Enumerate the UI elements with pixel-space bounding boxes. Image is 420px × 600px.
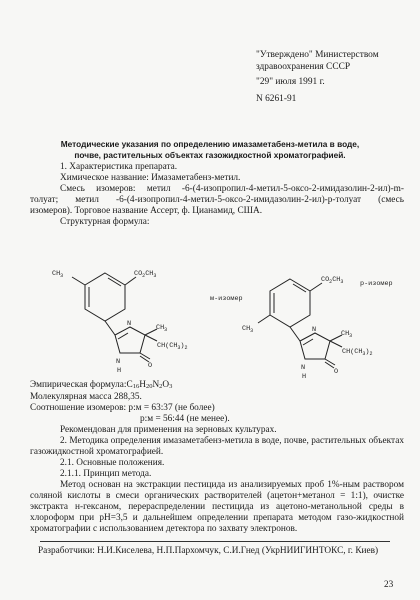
carbonyl-bond-m (140, 353, 150, 359)
empirical-formula-value: C16H20N2O3 (126, 380, 173, 390)
ester-bond-m (125, 277, 136, 285)
structure-drawing (30, 255, 404, 380)
n-label-m: N (127, 320, 132, 328)
methyl-label-p2: $CH_3$ (341, 330, 353, 339)
carbonyl-double-p (325, 362, 334, 368)
method-principle: Метод основан на экстракции пестицида из анализируемых проб 1%-ным раствором соляной кислоты в смеси органических растворителей (ацетон+метанол = 1:1), очистке экстракта н-гексаном, перераспределении пестицида из ацетоно-метанольной среды в хлороформ при pH=3,5 и дальнейшем определении препарата методом газо-жидкостной хроматографии с использованием детектора по захвату электронов. (30, 480, 404, 534)
section-1-heading: 1. Характеристика препарата. (60, 162, 178, 172)
ester-bond-p (310, 283, 322, 291)
approval-number: N 6261-91 (256, 93, 297, 104)
empirical-formula-label: Эмпирическая формула: (30, 380, 127, 390)
approval-line-2: здравоохранения СССР (256, 61, 351, 72)
isomer-ratio-min: р:м = 56:44 (не менее). (140, 414, 230, 424)
carbonyl-bond-p (325, 359, 335, 365)
section-2-heading: 2. Методика определения имазаметабенз-метила в воде, почве, растительных объектах газожидкостной хроматографией. (30, 436, 404, 457)
developers: Разработчики: Н.И.Киселева, Н.П.Пархомчук, С.И.Гнед (УкрНИИГИНТОКС, г. Киев) (38, 546, 379, 556)
h-label-m: H (117, 367, 122, 375)
ester-label-m: $CO_2CH_3$ (134, 270, 157, 279)
imidazolinone-ring-m (115, 327, 145, 353)
p-isomer-label: р-изомер (360, 280, 393, 288)
section-1 (30, 162, 404, 228)
imidazolinone-ring-p (300, 333, 330, 359)
structural-formulas (30, 255, 404, 380)
methyl-label-m2: $CH_3$ (156, 324, 168, 333)
methyl-bond-m (72, 277, 85, 285)
benzene-ring-p (270, 279, 310, 327)
approval-date: "29" июля 1991 г. (256, 77, 325, 87)
methyl-bond-p (258, 315, 270, 323)
ring-link-bond-p (290, 327, 300, 341)
molar-mass: Молекулярная масса 288,35. (30, 392, 142, 402)
recommendation: Рекомендован для применения на зерновых культурах. (60, 425, 277, 435)
h-label-p: H (302, 373, 307, 380)
section-2-1-1: 2.1.1. Принцип метода. (60, 469, 152, 479)
structural-formula-label: Структурная формула: (60, 217, 150, 227)
isopropyl-label-p: $CH(CH_3)_2$ (342, 348, 373, 357)
oxygen-label-p: O (334, 368, 339, 376)
ester-label-p: $CO_2CH_3$ (321, 276, 344, 285)
properties-block (30, 380, 404, 535)
ring-link-bond-m (105, 321, 115, 335)
isopropyl-bond-p (330, 341, 342, 347)
isopropyl-bond-m (145, 335, 157, 341)
nh-label-m: N (116, 358, 121, 366)
chemical-name: Химическое название: Имазаметабенз-метил. (60, 173, 241, 183)
document-title: Методические указания по определению имазаметабенз-метила в воде, почве, растительных объектах газожидкостной хроматографией. (60, 139, 360, 160)
nh-label-p: N (301, 364, 306, 372)
oxygen-label-m: O (148, 362, 153, 370)
cn-double-bond-m (118, 333, 128, 339)
section-2-1: 2.1. Основные положения. (60, 458, 165, 468)
methyl-label-m: $CH_3$ (52, 270, 64, 279)
n-label-p: N (312, 326, 317, 334)
empirical-formula (30, 380, 404, 392)
approval-block (256, 50, 416, 105)
methyl-label-p: $CH_3$ (242, 325, 254, 334)
isomer-ratio-max: Соотношение изомеров: р:м = 63:37 (не более) (30, 403, 215, 413)
isomer-mixture: Смесь изомеров: метил -6-(4-изопропил-4-метил-5-оксо-2-имидазолин-2-ил)-m-толуат; метил -6-(4-изопропил-4-метил-5-оксо-2-имидазолин-2-ил)-р-толуат (смесь изомеров). Торговое название Ассерт, ф. Цианамид, США. (30, 184, 404, 216)
benzene-ring-m (85, 273, 125, 321)
isopropyl-label-m: $CH(CH_3)_2$ (157, 342, 188, 351)
footer-divider (40, 541, 390, 542)
cn-double-bond-p (303, 339, 313, 345)
m-isomer-label: м-изомер (210, 295, 243, 303)
page-number: 23 (384, 580, 394, 590)
approval-line-1: "Утверждено" Министерством (256, 50, 379, 60)
